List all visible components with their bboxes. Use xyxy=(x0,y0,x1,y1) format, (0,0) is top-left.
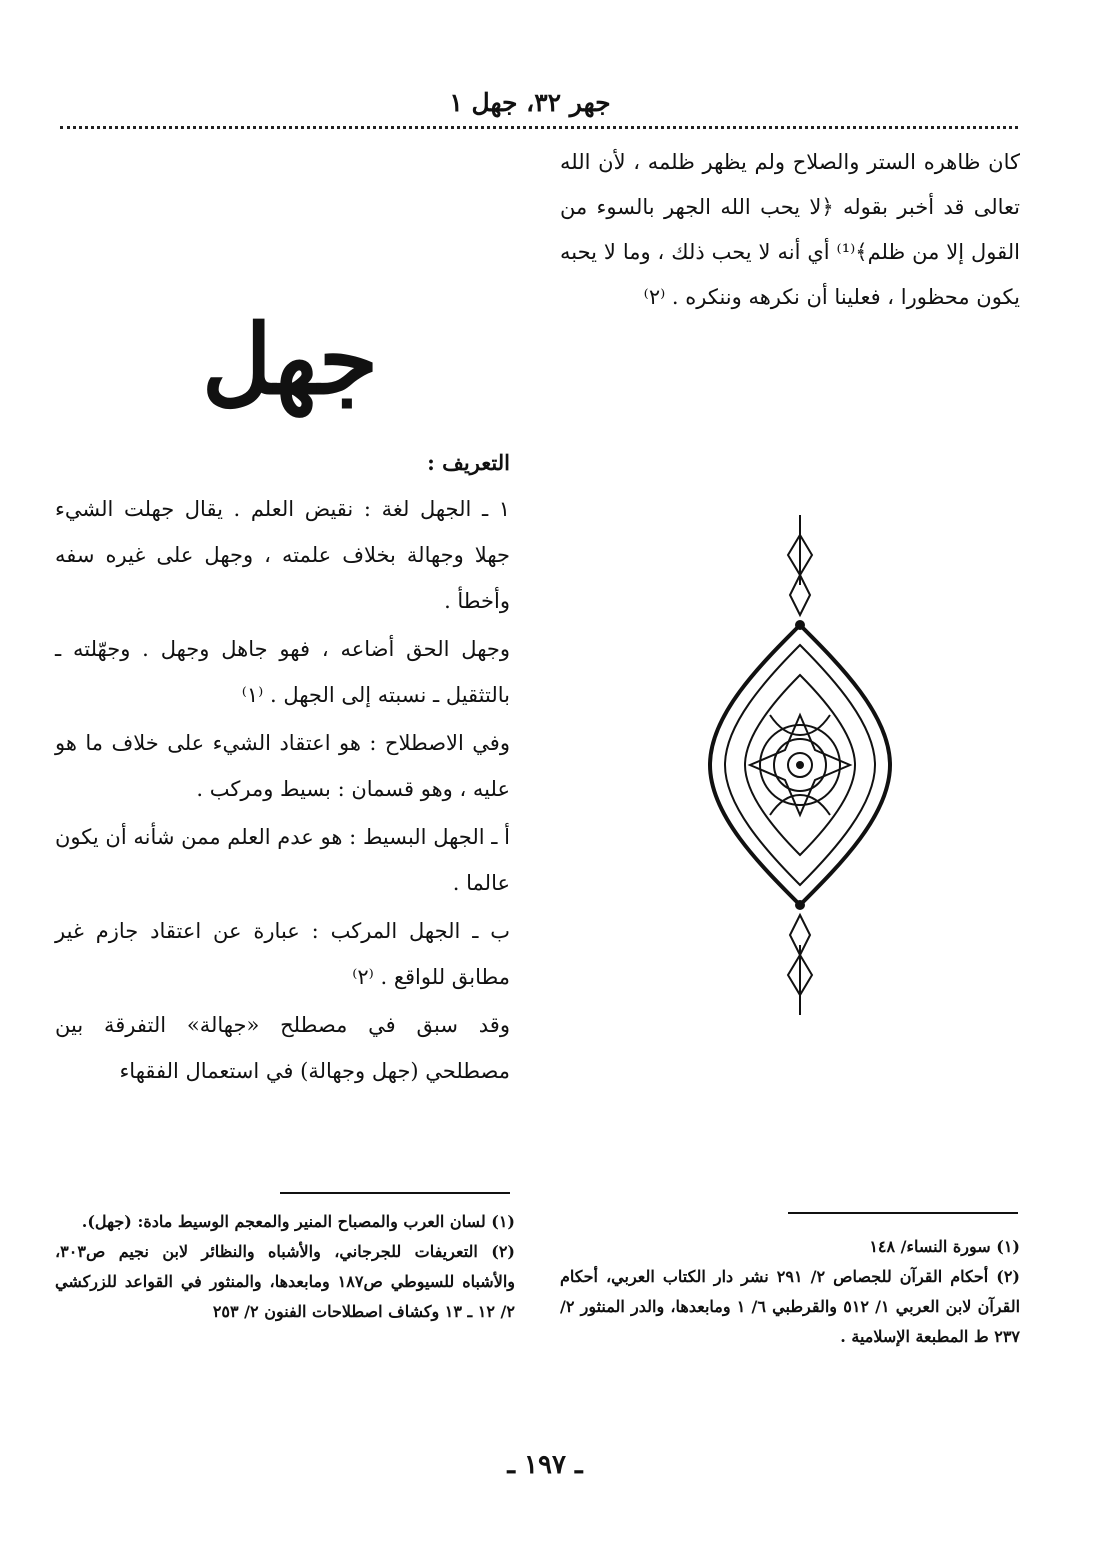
footnote: (٢) التعريفات للجرجاني، والأشباه والنظائر لابن نجيم ص٣٠٣، والأشباه للسيوطي ص١٨٧ ومابعدها، والمنثور في القواعد للزركشي ٢/ ١٢ ـ ١٣ وكشاف اصطلاحات الفنون ٢/ ٢٥٣ xyxy=(55,1242,515,1321)
definition-label: التعريف : xyxy=(427,450,510,475)
definition-paragraph: ١ ـ الجهل لغة : نقيض العلم . يقال جهلت الشيء جهلا وجهالة بخلاف علمته ، وجهل على غيره سفه وأخطأ . xyxy=(55,497,510,613)
footnote: (١) سورة النساء/ ١٤٨ xyxy=(869,1237,1020,1256)
footnotes-left xyxy=(55,1207,515,1327)
decorative-ornament-icon xyxy=(700,515,900,1015)
right-column-paragraph: كان ظاهره الستر والصلاح ولم يظهر ظلمه ، لأن الله تعالى قد أخبر بقوله ﴿لا يحب الله الجهر بالسوء من القول إلا من ظلم﴾⁽¹⁾ أي أنه لا يحب ذلك ، وما لا يحبه يكون محظورا ، فعلينا أن نكرهه وننكره . ⁽٢⁾ xyxy=(560,150,1020,309)
definition-paragraph: أ ـ الجهل البسيط : هو عدم العلم ممن شأنه أن يكون عالما . xyxy=(55,825,510,895)
footnote-rule xyxy=(788,1212,1018,1214)
right-column xyxy=(560,140,1020,320)
page-header: جهر ٣٢، جهل ١ xyxy=(449,88,611,117)
definition-paragraph: ب ـ الجهل المركب : عبارة عن اعتقاد جازم غير مطابق للواقع . ⁽٢⁾ xyxy=(55,919,510,989)
definition-paragraph: وفي الاصطلاح : هو اعتقاد الشيء على خلاف ما هو عليه ، وهو قسمان : بسيط ومركب . xyxy=(55,731,510,801)
header-dotted-rule xyxy=(60,126,1018,129)
left-column xyxy=(55,440,510,1094)
definition-paragraph: وقد سبق في مصطلح «جهالة» التفرقة بين مصطلحي (جهل وجهالة) في استعمال الفقهاء xyxy=(55,1013,510,1083)
footnotes-right xyxy=(560,1232,1020,1352)
page-number: ـ ١٩٧ ـ xyxy=(507,1450,583,1480)
definition-paragraph: وجهل الحق أضاعه ، فهو جاهل وجهل . وجهّلته ـ بالتثقيل ـ نسبته إلى الجهل . ⁽١⁾ xyxy=(55,637,510,707)
footnote: (١) لسان العرب والمصباح المنير والمعجم الوسيط مادة: (جهل). xyxy=(81,1212,515,1231)
footnote-rule xyxy=(280,1192,510,1194)
entry-title: جهل xyxy=(201,303,379,416)
footnote: (٢) أحكام القرآن للجصاص ٢/ ٢٩١ نشر دار الكتاب العربي، أحكام القرآن لابن العربي ١/ ٥١٢ والقرطبي ٦/ ١ ومابعدها، والدر المنثور ٢/ ٢٣٧ ط المطبعة الإسلامية . xyxy=(560,1267,1021,1346)
